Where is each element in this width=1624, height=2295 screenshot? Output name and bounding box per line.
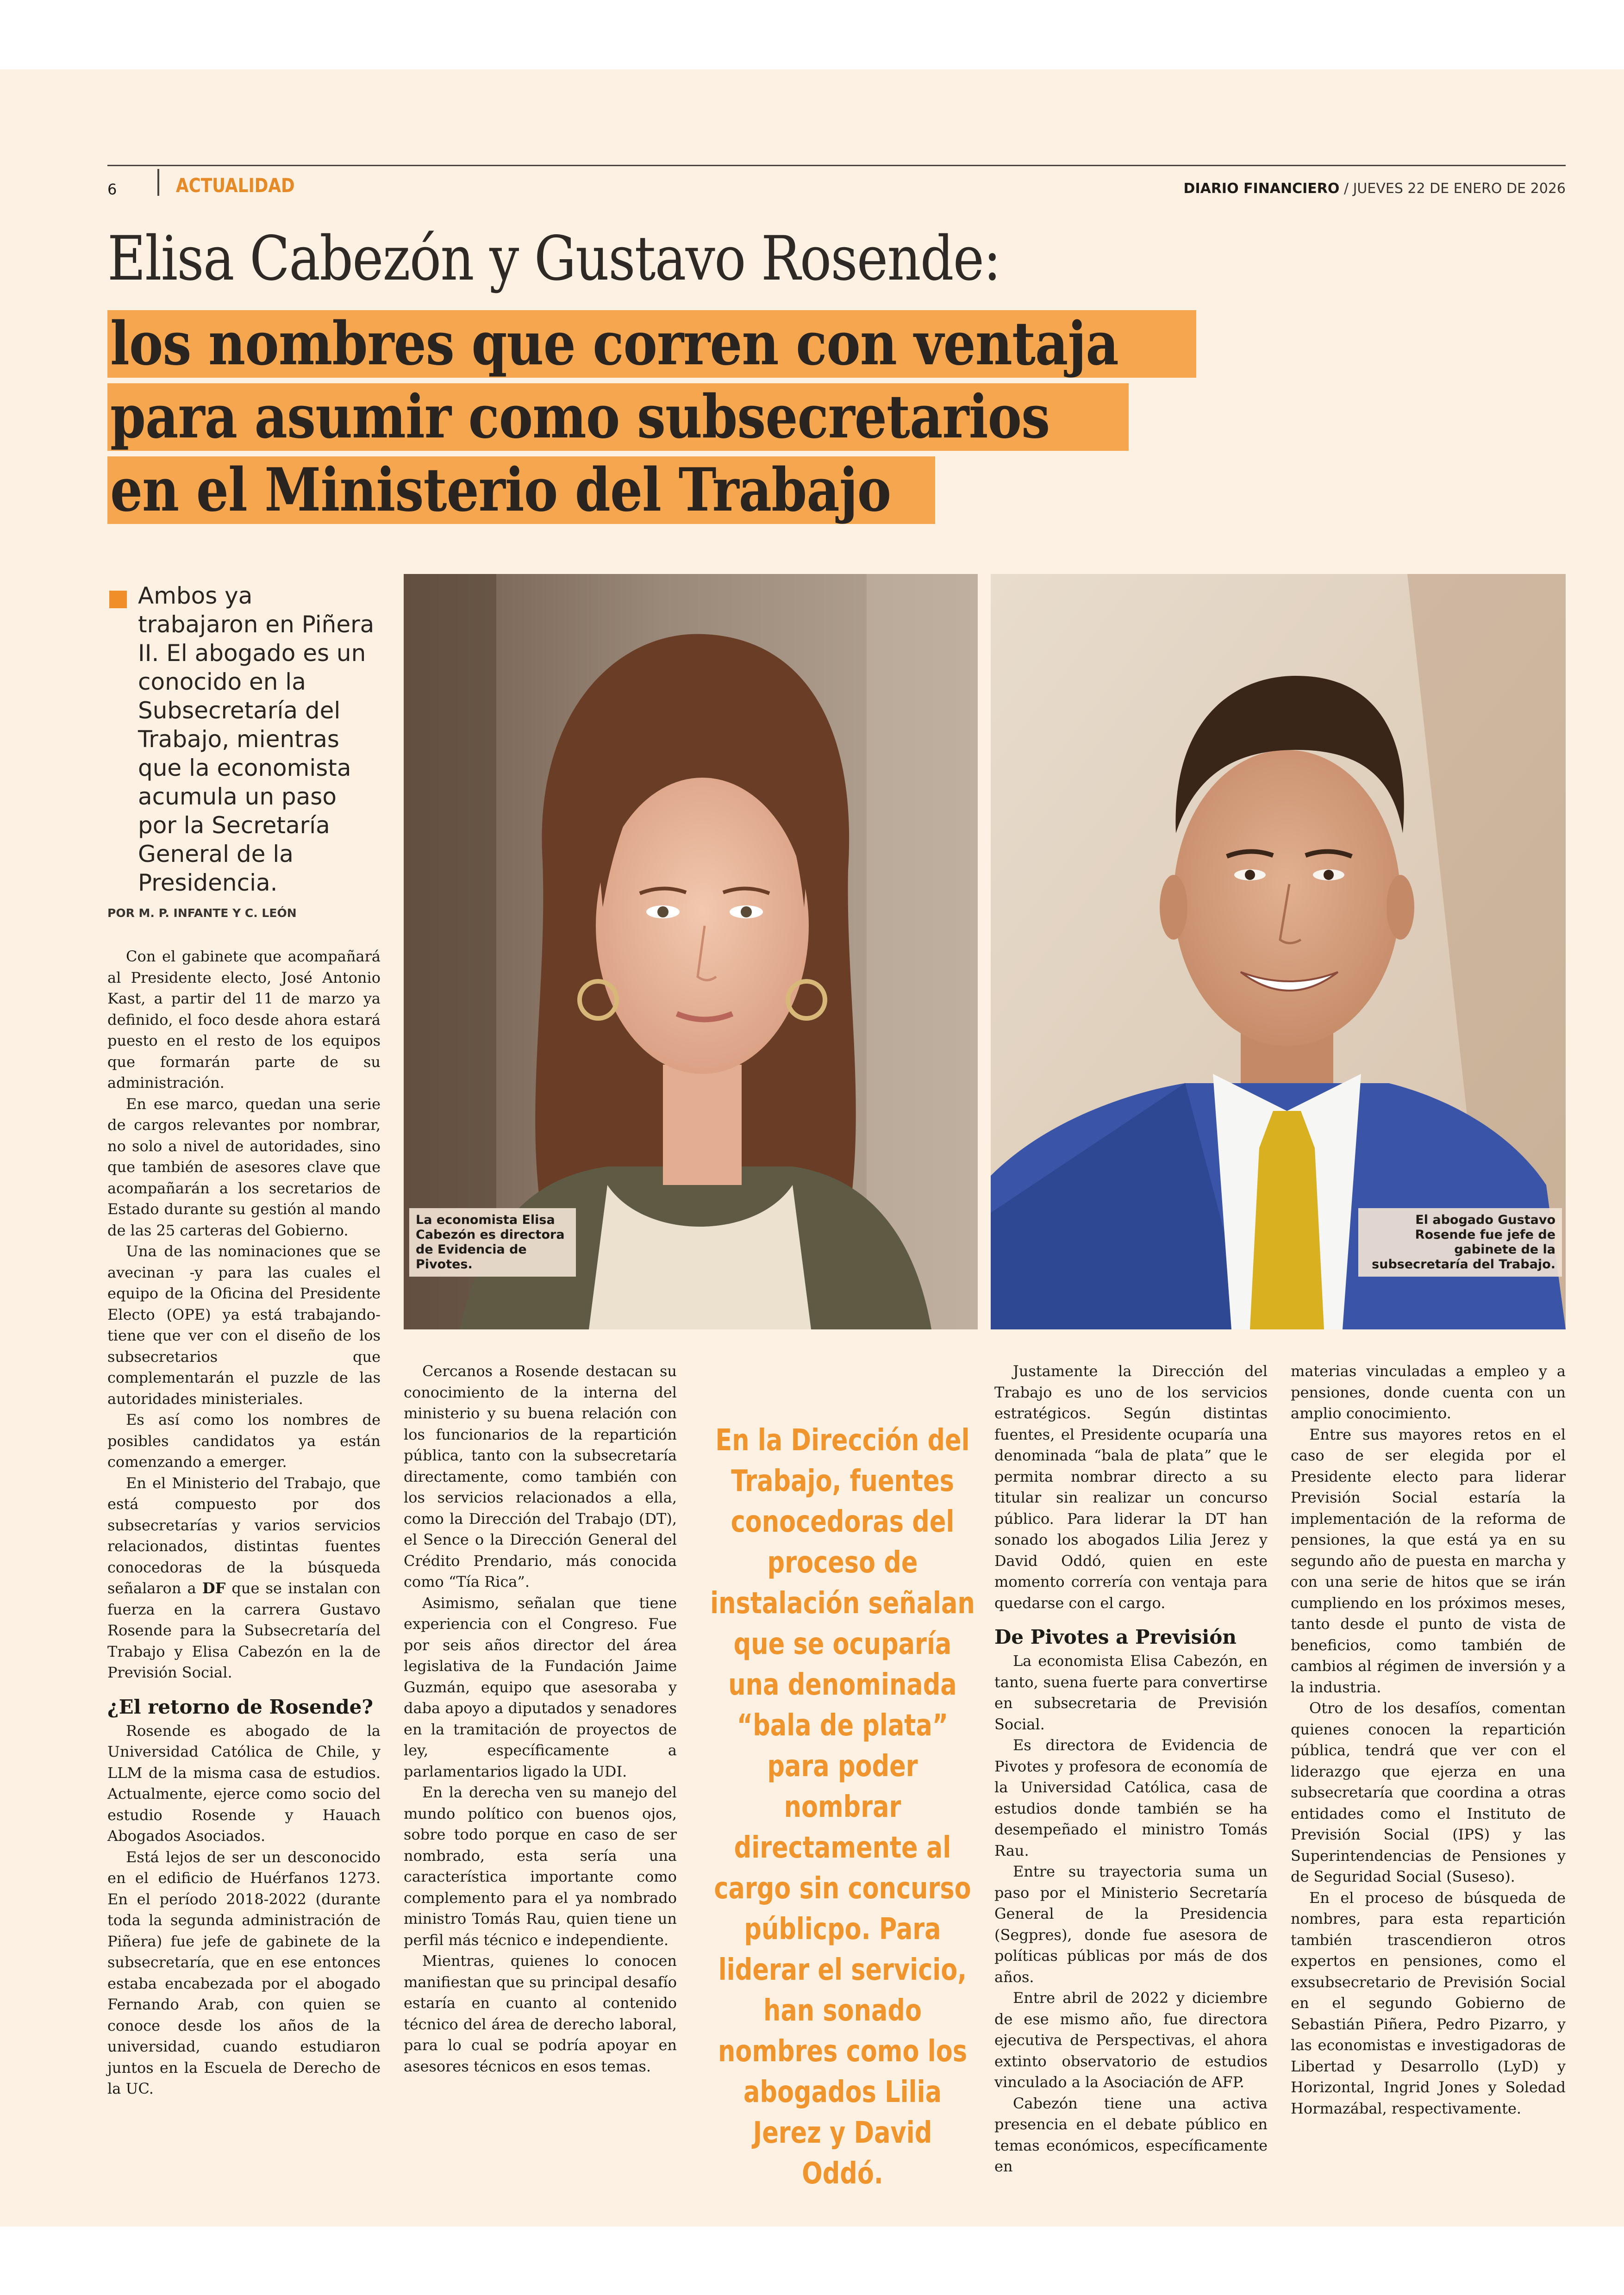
- paragraph: Rosende es abogado de la Universidad Católica de Chile, y LLM de la misma casa de estudios. Actualmente, ejerce como socio del estudio Rosende y Hauach Abogados Asociados.: [107, 1721, 381, 1845]
- paragraph: En ese marco, quedan una serie de cargos relevantes por nombrar, no solo a nivel de autoridades, sino que también de asesores clave que acompañarán a los secretarios de Estado durante su gestión al mando de las 25 carteras del Gobierno.: [107, 1095, 381, 1239]
- paragraph: Mientras, quienes lo conocen manifiestan que su principal desafío estaría en cuanto al contenido técnico del área de derecho laboral, para lo cual se podría apoyar en asesores técnicos en esos temas.: [404, 1952, 677, 2075]
- column-1: [107, 946, 381, 2100]
- paragraph: Es así como los nombres de posibles candidatos ya están comenzando a emerger.: [107, 1411, 381, 1471]
- lead-summary: Ambos ya trabajaron en Piñera II. El abogado es un conocido en la Subsecretaría del Trabajo, mientras que la economista acumula un paso por la Secretaría General de la Presidencia.: [138, 582, 375, 896]
- headline-line-3: para asumir como subsecretarios: [110, 382, 1050, 452]
- paragraph: Entre su trayectoria suma un paso por el Ministerio Secretaría General de la Presidencia (Segpres), donde fue asesora de políticas públicas por más de dos años.: [994, 1863, 1268, 1986]
- paragraph: materias vinculadas a empleo y a pensiones, donde cuenta con un amplio conocimiento.: [1291, 1362, 1566, 1422]
- paragraph: Asimismo, señalan que tiene experiencia con el Congreso. Fue por seis años director del área legislativa de la Fundación Jaime Guzmán, equipo que asesoraba y daba apoyo a diputados y senadores en la tramitación de proyectos de ley, específicamente a parlamentarios ligado la UDI.: [404, 1594, 677, 1780]
- paragraph: La economista Elisa Cabezón, en tanto, suena fuerte para convertirse en subsecretaria de Previsión Social.: [994, 1652, 1268, 1733]
- pull-quote: En la Dirección del Trabajo, fuentes conocedoras del proceso de instalación señalan que se ocuparía una denominada “bala de plata” para poder nombrar directamente al cargo sin concurso públicpo. Para liderar el servicio, han sonado nombres como los abogados Lilia Jerez y David Oddó.: [710, 1423, 975, 2191]
- column-2: [404, 1361, 677, 2077]
- paragraph: [107, 1473, 381, 1684]
- page-number: 6: [107, 181, 117, 198]
- paragraph: Cabezón tiene una activa presencia en el debate público en temas económicos, específicamente en: [994, 2094, 1268, 2175]
- headline-line-4: en el Ministerio del Trabajo: [110, 455, 891, 525]
- photo-caption-right: El abogado Gustavo Rosende fue jefe de gabinete de la subsecretaría del Trabajo.: [1358, 1208, 1562, 1277]
- paragraph: En el proceso de búsqueda de nombres, para esta repartición también trascendieron otros expertos en pensiones, como el exsubsecretario de Previsión Social en el segundo Gobierno de Sebastián Piñera, Pedro Pizarro, y las economistas e investigadoras de Libertad y Desarrollo (LyD) y Horizontal, Ingrid Jones y Soledad Hormazábal, respectivamente.: [1291, 1889, 1566, 2117]
- paragraph: Otro de los desafíos, comentan quienes conocen la repartición pública, tendrá que ver con el liderazgo que ejerza en una subsecretaría que coordina a otras entidades como el Instituto de Previsión Social (IPS) y las Superintendencias de Pensiones y de Seguridad Social (Suseso).: [1291, 1699, 1566, 1885]
- paragraph-text: En el Ministerio del Trabajo, que está compuesto por dos subsecretarías y varios servicios relacionados, distintas fuentes conocedoras de la búsqueda señalaron a: [107, 1474, 381, 1597]
- column-4: [1291, 1361, 1566, 2119]
- lead-bullet-icon: [109, 591, 127, 608]
- paragraph: Cercanos a Rosende destacan su conocimiento de la interna del ministerio y su buena relación con los funcionarios de la repartición pública, tanto con la subsecretaría directamente, como también con los servicios relacionados a ella, como la Dirección del Trabajo (DT), el Sence o la Dirección General del Crédito Prendario, más conocida como “Tía Rica”.: [404, 1362, 677, 1590]
- paragraph: Es directora de Evidencia de Pivotes y profesora de economía de la Universidad Católica, casa de estudios donde también se ha desempeñado el ministro Tomás Rau.: [994, 1736, 1268, 1859]
- subhead-pivotes-prevision: De Pivotes a Previsión: [994, 1626, 1237, 1648]
- subhead-retorno-rosende: ¿El retorno de Rosende?: [107, 1695, 373, 1718]
- paragraph: Está lejos de ser un desconocido en el edificio de Huérfanos 1273. En el período 2018-2022 (durante toda la segunda administración de Piñera) fue jefe de gabinete de la subsecretaría, que en ese entonces estaba encabezada por el abogado Fernando Arab, con quien se conoce desde los años de la universidad, cuando estudiaron juntos en la Escuela de Derecho de la UC.: [107, 1848, 381, 2097]
- page-top-margin: [0, 0, 1624, 69]
- paragraph: Entre abril de 2022 y diciembre de ese mismo año, fue directora ejecutiva de Perspectivas, el ahora extinto observatorio de estudios vinculado a la Asociación de AFP.: [994, 1989, 1268, 2091]
- page-bottom-margin: [0, 2226, 1624, 2295]
- section-divider: [157, 169, 159, 196]
- byline: POR M. P. INFANTE Y C. LEÓN: [107, 906, 297, 920]
- paragraph: Justamente la Dirección del Trabajo es uno de los servicios estratégicos. Según distintas fuentes, el Presidente ocuparía una denominada “bala de plata” que le permita nombrar directo a su titular sin realizar un concurso público. Para liderar la DT han sonado los abogados Lilia Jerez y David Oddó, quien en este momento correría con ventaja para quedarse con el cargo.: [994, 1362, 1268, 1612]
- headline-line-2: los nombres que corren con ventaja: [110, 309, 1118, 379]
- headline-line-1: Elisa Cabezón y Gustavo Rosende:: [107, 223, 1000, 294]
- column-3: [994, 1361, 1268, 2177]
- masthead: [1184, 181, 1566, 197]
- section-label: ACTUALIDAD: [176, 174, 295, 197]
- paragraph: Entre sus mayores retos en el caso de ser elegida por el Presidente electo para liderar Previsión Social estaría la implementación de la reforma de pensiones, la que está ya en su segundo año de puesta en marcha y con una serie de hitos que se irán cumpliendo en los próximos meses, tanto desde el punto de vista de beneficios, como también de cambios al régimen de inversión y a la industria.: [1291, 1425, 1566, 1696]
- paragraph: Con el gabinete que acompañará al Presidente electo, José Antonio Kast, a partir del 11 de marzo ya definido, el foco desde ahora estará puesto en el resto de los equipos que formarán parte de su administración.: [107, 948, 381, 1091]
- paragraph: Una de las nominaciones que se avecinan -y para las cuales el equipo de la Oficina del Presidente Electo (OPE) ya está trabajando- tiene que ver con el diseño de los subsecretarios que complementarán el puzzle de las autoridades ministeriales.: [107, 1242, 381, 1408]
- masthead-date: / JUEVES 22 DE ENERO DE 2026: [1339, 181, 1566, 197]
- masthead-name: DIARIO FINANCIERO: [1183, 181, 1340, 197]
- paragraph-text: que se instalan con fuerza en la carrera Gustavo Rosende para la Subsecretaría del Trabajo y Elisa Cabezón en la de Previsión Social.: [107, 1579, 381, 1681]
- header-rule: [107, 165, 1566, 166]
- paragraph: En la derecha ven su manejo del mundo político con buenos ojos, sobre todo porque en caso de ser nombrado, esta sería una característica importante como complemento para el ya nombrado ministro Tomás Rau, quien tiene un perfil más técnico e independiente.: [404, 1784, 677, 1949]
- df-mention: DF: [202, 1579, 226, 1597]
- photo-caption-left: La economista Elisa Cabezón es directora de Evidencia de Pivotes.: [409, 1208, 576, 1277]
